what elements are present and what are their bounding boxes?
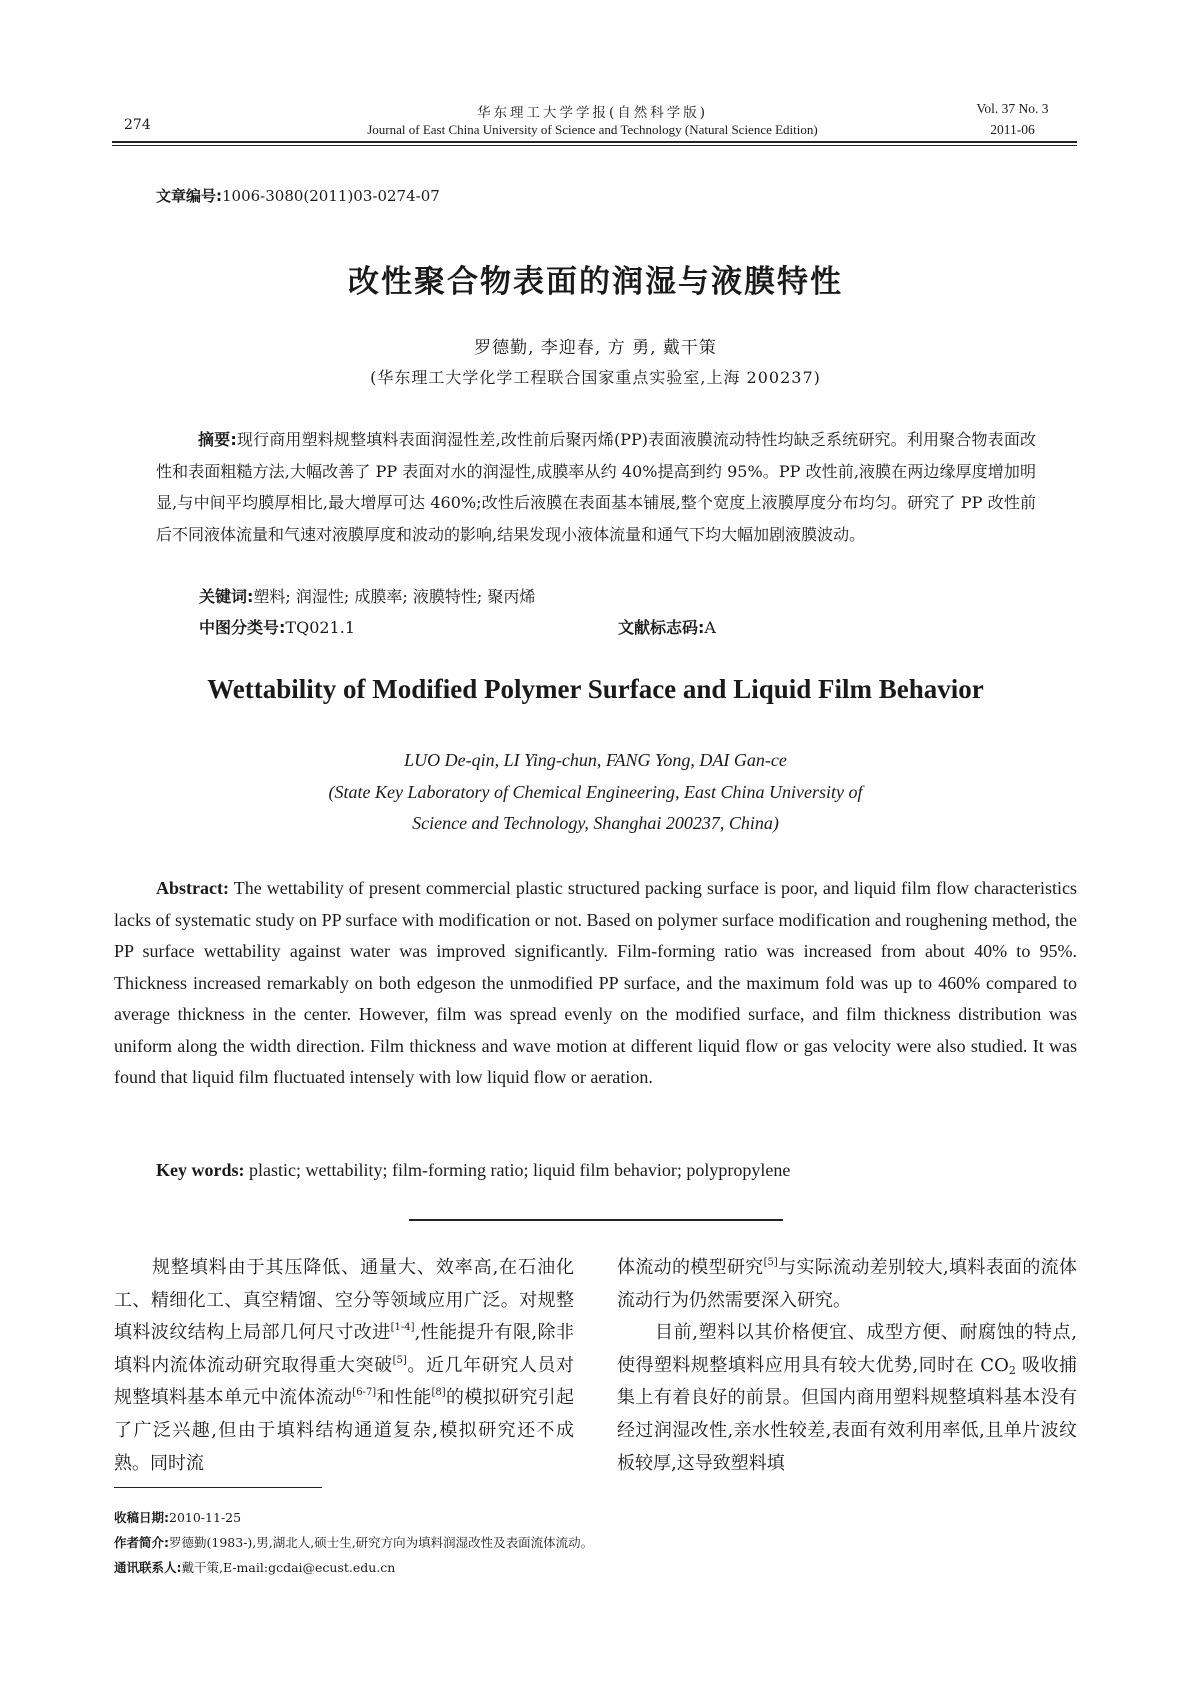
body-text: 。近几年研究人员对规整填料基本单元中流体流动 <box>114 1354 575 1409</box>
body-text: 规整填料由于其压降低、通量大、效率高,在石油化工、精细化工、真空精馏、空分等领域应用广泛。对规整填料波纹结构上局部几何尺寸改进 <box>114 1257 574 1344</box>
article-number-value: 1006-3080(2011)03-0274-07 <box>222 187 440 205</box>
body-text: 的模拟研究引起了广泛兴趣,但由于填料结构通道复杂,模拟研究还不成熟。同时流 <box>114 1387 575 1474</box>
title-en: Wettability of Modified Polymer Surface and Liquid Film Behavior <box>207 674 984 704</box>
authors-cn: 罗德勤, 李迎春, 方 勇, 戴干策 <box>474 338 717 358</box>
keywords-cn <box>199 584 535 607</box>
affiliation-cn: (华东理工大学化学工程联合国家重点实验室,上海 200237) <box>370 368 821 387</box>
doc-code-value: A <box>704 618 716 637</box>
clc-number <box>199 615 355 638</box>
abstract-cn-text: 现行商用塑料规整填料表面润湿性差,改性前后聚丙烯(PP)表面液膜流动特性均缺乏系统研究。利用聚合物表面改性和表面粗糙方法,大幅改善了 PP 表面对水的润湿性,成膜率从约 40%提高到约 95%。PP 改性前,液膜在两边缘厚度增加明显,与中间平均膜厚相比,最大增厚可达 460%;改性后液膜在表面基本铺展,整个宽度上液膜厚度分布均匀。研究了 PP 改性前后不同液体流量和气速对液膜厚度和波动的影响,结果发现小液体流量和通气下均大幅加剧液膜波动。 <box>156 430 1036 544</box>
issue-date: 2011-06 <box>990 122 1035 137</box>
section-separator <box>409 1219 783 1221</box>
keywords-cn-value: 塑料; 润湿性; 成膜率; 液膜特性; 聚丙烯 <box>253 587 536 606</box>
author-value: 罗德勤(1983-),男,湖北人,硕士生,研究方向为填料润湿改性及表面流体流动。 <box>169 1535 594 1550</box>
contact-value: 戴干策,E-mail:gcdai@ecust.edu.cn <box>181 1560 396 1575</box>
citation: [1-4] <box>390 1322 415 1334</box>
body-column-right <box>617 1252 1077 1480</box>
clc-value: TQ021.1 <box>285 618 355 637</box>
clc-label: 中图分类号: <box>199 618 286 637</box>
citation: [5] <box>392 1354 407 1366</box>
keywords-cn-label: 关键词: <box>199 587 254 606</box>
article-number-label: 文章编号: <box>156 187 222 205</box>
article-number <box>156 185 440 206</box>
received-value: 2010-11-25 <box>169 1510 242 1525</box>
body-text: 和性能 <box>376 1387 432 1409</box>
footnote-received <box>114 1508 241 1526</box>
journal-title-cn: 华东理工大学学报(自然科学版) <box>476 105 709 121</box>
header-rule-thin <box>112 145 1077 146</box>
abstract-en-label: Abstract: <box>156 878 229 898</box>
authors-en: LUO De-qin, LI Ying-chun, FANG Yong, DAI Gan-ce <box>404 750 787 770</box>
body-text: 吸收捕集上有着良好的前景。但国内商用塑料规整填料基本没有经过润湿改性,亲水性较差,表面有效利用率低,且单片波纹板较厚,这导致塑料填 <box>617 1354 1077 1474</box>
subscript: 2 <box>1008 1363 1016 1377</box>
body-text: 与实际流动差别较大,填料表面的流体流动行为仍然需要深入研究。 <box>617 1257 1077 1311</box>
author-label: 作者简介: <box>114 1535 169 1550</box>
received-label: 收稿日期: <box>114 1510 169 1525</box>
contact-label: 通讯联系人: <box>114 1560 182 1575</box>
footnote-rule <box>114 1487 322 1488</box>
keywords-en-value: plastic; wettability; film-forming ratio; liquid film behavior; polypropylene <box>244 1160 791 1180</box>
citation: [6-7] <box>352 1387 377 1399</box>
body-text: 体流动的模型研究 <box>617 1257 764 1278</box>
volume-issue: Vol. 37 No. 3 <box>976 101 1049 116</box>
body-text: ,性能提升有限,除非填料内流体流动研究取得重大突破 <box>114 1322 574 1376</box>
citation: [5] <box>763 1257 778 1268</box>
keywords-en <box>156 1160 790 1181</box>
body-paragraph <box>617 1252 1077 1317</box>
doc-code-label: 文献标志码: <box>618 618 705 637</box>
affiliation-en-line2: Science and Technology, Shanghai 200237, China) <box>412 813 779 833</box>
body-paragraph <box>617 1317 1077 1480</box>
abstract-cn <box>156 424 1036 550</box>
footnote-author <box>114 1533 593 1551</box>
keywords-en-label: Key words: <box>156 1160 245 1180</box>
abstract-cn-label: 摘要: <box>198 430 237 449</box>
document-code <box>618 615 716 638</box>
page-number: 274 <box>124 117 151 133</box>
footnote-contact <box>114 1558 395 1576</box>
body-column-left <box>114 1252 574 1480</box>
title-cn: 改性聚合物表面的润湿与液膜特性 <box>348 264 843 300</box>
header-rule <box>112 141 1077 143</box>
body-paragraph <box>114 1252 574 1480</box>
citation: [8] <box>431 1387 446 1399</box>
affiliation-en-line1: (State Key Laboratory of Chemical Engineering, East China University of <box>328 782 863 802</box>
journal-title-en: Journal of East China University of Science and Technology (Natural Science Edition) <box>367 122 818 137</box>
abstract-en <box>114 873 1077 1094</box>
abstract-en-text: The wettability of present commercial plastic structured packing surface is poor, and liquid film flow characteristics lacks of systematic study on PP surface with modification or not. Based on polymer surface modification and roughening method, the PP surface wettability against water was improved significantly. Film-forming ratio was increased from about 40% to 95%. Thickness increased remarkably on both edgeson the unmodified PP surface, and the maximum fold was up to 460% compared to average thickness in the center. However, film was spread evenly on the modified surface, and film thickness distribution was uniform along the width direction. Film thickness and wave motion at different liquid flow or gas velocity were also studied. It was found that liquid film fluctuated intensely with low liquid flow or aeration. <box>114 878 1077 1087</box>
body-text: 目前,塑料以其价格便宜、成型方便、耐腐蚀的特点,使得塑料规整填料应用具有较大优势,同时在 CO <box>617 1322 1077 1376</box>
